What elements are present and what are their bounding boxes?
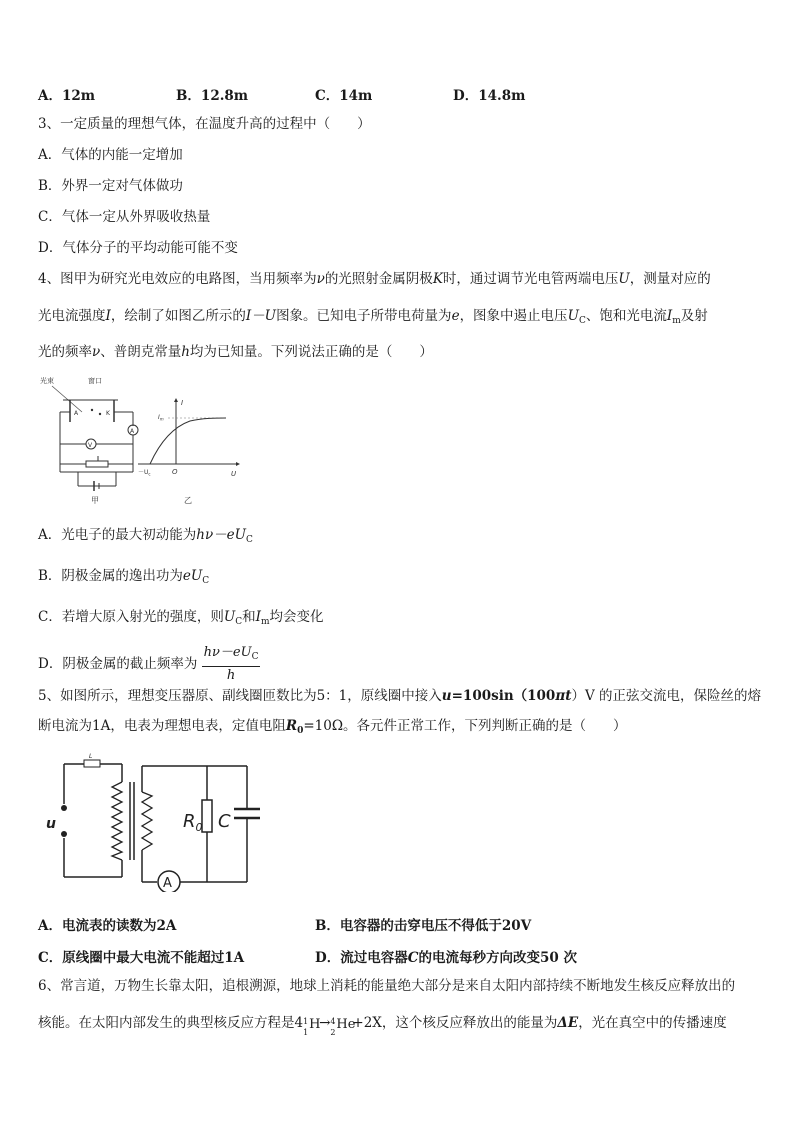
light-ray [52,386,82,412]
q4-option-c: C．若增大原入射光的强度，则$U_C$和$I_m$均会变化 [38,609,324,627]
primary-coil [112,782,122,860]
secondary-coil [142,792,152,850]
window-label: 窗口 [88,377,102,385]
q5-stem-line2: 断电流为1A，电表为理想电表，定值电阻$R_0=10\Omega$。各元件正常工作，下列判断正确的是（ ） [38,718,627,736]
q3-option-c: C．气体一定从外界吸收热量 [38,209,211,225]
svg-text:V: V [88,442,93,449]
cathode-label: K [106,410,110,417]
q3-option-a: A．气体的内能一定增加 [38,147,183,163]
origin-label: O [172,468,178,476]
anode-label: A [74,410,79,417]
cutoff-frequency-fraction: $\frac{h\nu-eU_C}{h}$ [203,645,259,683]
q5-option-c: C．原线圈中最大电流不能超过1A [38,950,245,966]
resistor-r0 [202,800,212,832]
q3-stem: 3、一定质量的理想气体，在温度升高的过程中（ ） [38,116,371,132]
rheostat-symbol [86,461,108,467]
q4-option-b: B．阴极金属的逸出功为$eU_C$ [38,568,210,586]
caption-yi: 乙 [184,496,192,505]
q2-option-d: D．14.8m [453,88,526,104]
q3-option-b: B．外界一定对气体做功 [38,178,183,194]
q2-option-b: B．12.8m [176,88,249,104]
q5-option-b: B．电容器的击穿电压不得低于20V [315,918,532,934]
svg-text:I: I [181,399,184,407]
svg-text:A: A [163,876,172,891]
q5-figure [42,752,272,892]
q4-stem-line1: 4、图甲为研究光电效应的电路图，当用频率为ν的光照射金属阴极K时，通过调节光电管两端电压U，测量对应的 [38,271,711,287]
q3-option-d: D．气体分子的平均动能可能不变 [38,240,238,256]
c-label: C [218,811,231,832]
q5-stem-line1: 5、如图所示，理想变压器原、副线圈匝数比为5：1，原线圈中接入u=100sin（100πt）V 的正弦交流电，保险丝的熔 [38,688,761,704]
q4-option-a: A．光电子的最大初动能为$h\nu-eU_C$ [38,527,253,545]
svg-text:L: L [89,753,93,760]
u-source-label: u [46,816,56,832]
iu-curve [150,418,226,464]
neg-uc-label: $-U_c$ [138,469,151,477]
hydrogen-nuclide: 1 1 H [303,1016,321,1037]
q4-option-d: D．阴极金属的截止频率为 $\frac{h\nu-eU_C}{h}$ [38,645,259,683]
helium-nuclide: 4 2 He [330,1016,356,1037]
q2-option-a: A．12m [38,88,96,104]
q6-stem-line2: 核能。在太阳内部发生的典型核反应方程是4 1 1 H → 4 2 He +2X，这个核反应释放出的能量为ΔE，光在真空中的传播速度 [38,1015,727,1037]
svg-text:A: A [130,428,135,435]
svg-text:U: U [231,470,237,478]
r0-label: $R_0$ [183,811,203,834]
caption-jia: 甲 [91,496,99,505]
im-label: $I_m$ [158,414,164,422]
q4-stem-line2: 光电流强度I，绘制了如图乙所示的I－U图象。已知电子所带电荷量为e，图象中遏止电压$U_C$、饱和光电流$I_m$及射 [38,308,708,326]
light-beam-label: 光束 [40,377,54,385]
q4-stem-line3: 光的频率ν、普朗克常量h均为已知量。下列说法正确的是（ ） [38,344,433,360]
q6-stem-line1: 6、常言道，万物生长靠太阳，追根溯源，地球上消耗的能量绝大部分是来自太阳内部持续不断地发生核反应释放出的 [38,978,736,994]
q5-option-a: A．电流表的读数为2A [38,918,177,934]
fuse-symbol [84,760,100,767]
q4-figure [38,372,248,507]
q5-option-d: D．流过电容器C的电流每秒方向改变50 次 [315,950,577,966]
q2-option-c: C．14m [315,88,373,104]
